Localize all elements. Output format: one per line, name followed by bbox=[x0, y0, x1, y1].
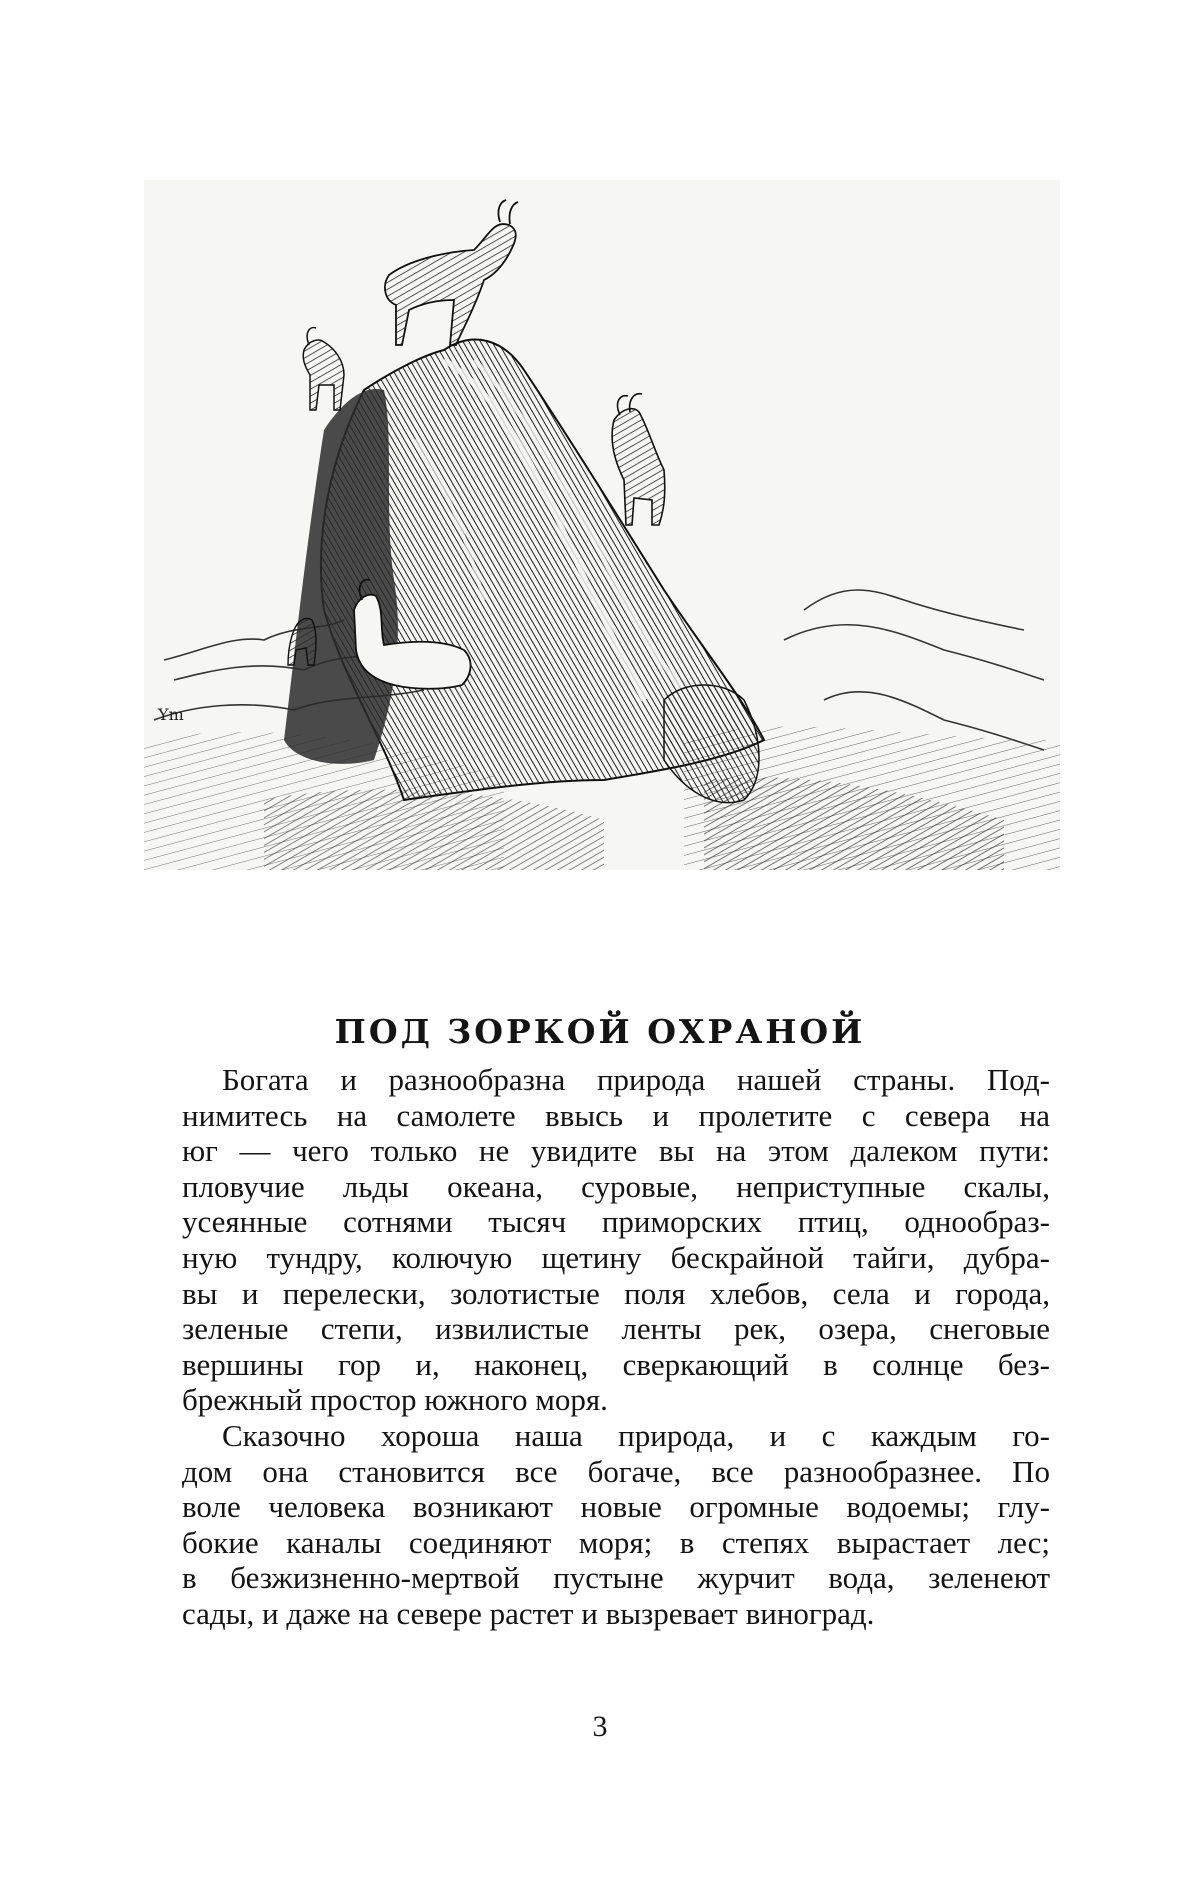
chamois-illustration bbox=[144, 180, 1060, 870]
chapter-title: ПОД ЗОРКОЙ ОХРАНОЙ bbox=[334, 1012, 866, 1052]
text-line: брежный простор южного моря. bbox=[182, 1382, 608, 1418]
text-line: пловучие льды океана, суровые, неприступные скалы, bbox=[182, 1168, 1050, 1204]
text-line: вершины гор и, наконец, сверкающий в солнце без- bbox=[182, 1346, 1050, 1382]
text-line: воле человека возникают новые огромные водоемы; глу- bbox=[182, 1489, 1050, 1525]
body-text bbox=[182, 1062, 1050, 1632]
text-line: сады, и даже на севере растет и вызревает виноград. bbox=[182, 1595, 875, 1631]
text-line: в безжизненно-мертвой пустыне журчит вода, зеленеют bbox=[182, 1560, 1050, 1596]
text-line: бокие каналы соединяют моря; в степях вырастает лес; bbox=[182, 1524, 1050, 1560]
text-line: дом она становится все богаче, все разнообразнее. По bbox=[182, 1453, 1050, 1489]
text-line: вы и перелески, золотистые поля хлебов, села и города, bbox=[182, 1275, 1050, 1311]
paragraph-1 bbox=[182, 1062, 1050, 1418]
text-line: зеленые степи, извилистые ленты рек, озера, снеговые bbox=[182, 1311, 1050, 1347]
text-line: Сказочно хороша наша природа, и с каждым го- bbox=[222, 1417, 1050, 1453]
text-line: Богата и разнообразна природа нашей страны. Под- bbox=[222, 1062, 1050, 1097]
text-line: нимитесь на самолете ввысь и пролетите с севера на bbox=[182, 1097, 1050, 1133]
paragraph-2 bbox=[182, 1418, 1050, 1632]
page-number: 3 bbox=[592, 1710, 608, 1743]
text-line: юг — чего только не увидите вы на этом далеком пути: bbox=[182, 1133, 1050, 1169]
text-line: ную тундру, колючую щетину бескрайной тайги, дубра- bbox=[182, 1239, 1050, 1275]
text-line: усеянные сотнями тысяч приморских птиц, однообраз- bbox=[182, 1204, 1050, 1240]
artist-signature: Ym bbox=[158, 705, 184, 724]
